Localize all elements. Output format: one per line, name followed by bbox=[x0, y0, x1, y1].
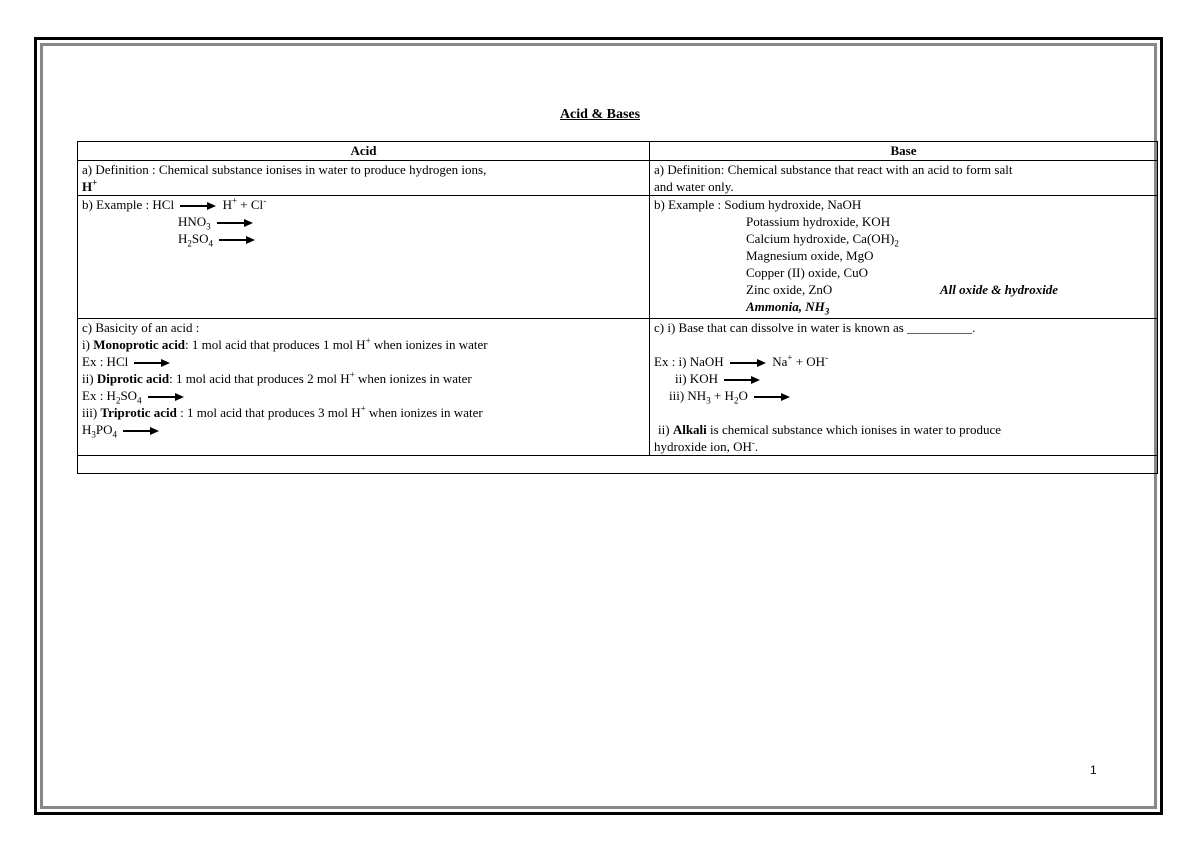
arrow-icon bbox=[180, 202, 216, 210]
base-example-0: b) Example : Sodium hydroxide, NaOH bbox=[654, 197, 862, 212]
base-examples bbox=[650, 196, 1158, 319]
acid-example-h2so4: $H_2SO_4$ bbox=[82, 230, 645, 247]
alkali-example-nh3: iii) $NH_3 + H_2O$ bbox=[654, 387, 1153, 404]
acid-basicity bbox=[78, 319, 650, 456]
acid-definition-text: a) Definition : Chemical substance ionises in water to produce hydrogen ions, bbox=[82, 162, 487, 177]
base-example-4: Copper (II) oxide, CuO bbox=[746, 265, 869, 280]
base-example-2: Calcium hydroxide, $Ca(OH)_2$ bbox=[746, 231, 899, 249]
acid-examples bbox=[78, 196, 650, 319]
alkali-example-naoh: Ex : i) NaOH Na+ + OH- bbox=[654, 352, 829, 369]
base-example-3: Magnesium oxide, MgO bbox=[746, 248, 874, 263]
diprotic-line: ii) Diprotic acid: 1 mol acid that produces 2 mol H+ when ionizes in water bbox=[82, 369, 472, 386]
base-definition bbox=[650, 161, 1158, 196]
header-row bbox=[78, 142, 1158, 161]
definition-row bbox=[78, 161, 1158, 196]
all-oxide-note: All oxide & hydroxide bbox=[940, 282, 1059, 297]
empty-cell bbox=[78, 456, 1158, 474]
arrow-icon bbox=[217, 219, 253, 227]
alkali-question: c) i) Base that can dissolve in water is known as __________. bbox=[654, 320, 976, 335]
arrow-icon bbox=[754, 393, 790, 401]
acid-header: Acid bbox=[78, 142, 650, 161]
base-example-ammonia: Ammonia, $NH_3$ bbox=[746, 299, 830, 317]
monoprotic-line: i) Monoprotic acid: 1 mol acid that produces 1 mol H+ when ionizes in water bbox=[82, 335, 488, 352]
base-header: Base bbox=[650, 142, 1158, 161]
triprotic-line: iii) Triprotic acid : 1 mol acid that produces 3 mol H+ when ionizes in water bbox=[82, 403, 483, 420]
diprotic-example: Ex : $H_2SO_4$ bbox=[82, 387, 645, 404]
document-title: Acid & Bases bbox=[559, 107, 641, 122]
base-definition-line2: and water only. bbox=[654, 179, 734, 194]
triprotic-example: $H_3PO_4$ bbox=[82, 421, 645, 438]
alkali-definition-line2: hydroxide ion, OH-. bbox=[654, 437, 759, 454]
base-alkali bbox=[650, 319, 1158, 456]
acid-base-table bbox=[77, 141, 1158, 474]
spacer-line bbox=[654, 336, 1153, 353]
arrow-icon bbox=[134, 359, 170, 367]
arrow-icon bbox=[123, 427, 159, 435]
alkali-example-koh: ii) KOH bbox=[654, 370, 1153, 387]
spacer-line bbox=[654, 404, 1153, 421]
page-number: 1 bbox=[1090, 763, 1097, 777]
base-example-5: Zinc oxide, ZnO All oxide & hydroxide bbox=[746, 282, 1059, 297]
example-row bbox=[78, 196, 1158, 319]
acid-example-hcl: b) Example : HCl H+ + Cl- bbox=[82, 195, 267, 212]
basicity-row bbox=[78, 319, 1158, 456]
base-example-1: Potassium hydroxide, KOH bbox=[746, 214, 891, 229]
arrow-icon bbox=[724, 376, 760, 384]
arrow-icon bbox=[219, 236, 255, 244]
arrow-icon bbox=[730, 359, 766, 367]
acid-definition bbox=[78, 161, 650, 196]
alkali-definition: ii) Alkali is chemical substance which ionises in water to produce bbox=[658, 422, 1002, 437]
empty-row bbox=[78, 456, 1158, 474]
basicity-title: c) Basicity of an acid : bbox=[82, 320, 200, 335]
acid-definition-ion: H+ bbox=[82, 177, 98, 194]
base-definition-line1: a) Definition: Chemical substance that react with an acid to form salt bbox=[654, 162, 1013, 177]
monoprotic-example: Ex : HCl bbox=[82, 353, 645, 370]
arrow-icon bbox=[148, 393, 184, 401]
acid-example-hno3: $HNO_3$ bbox=[82, 213, 645, 230]
